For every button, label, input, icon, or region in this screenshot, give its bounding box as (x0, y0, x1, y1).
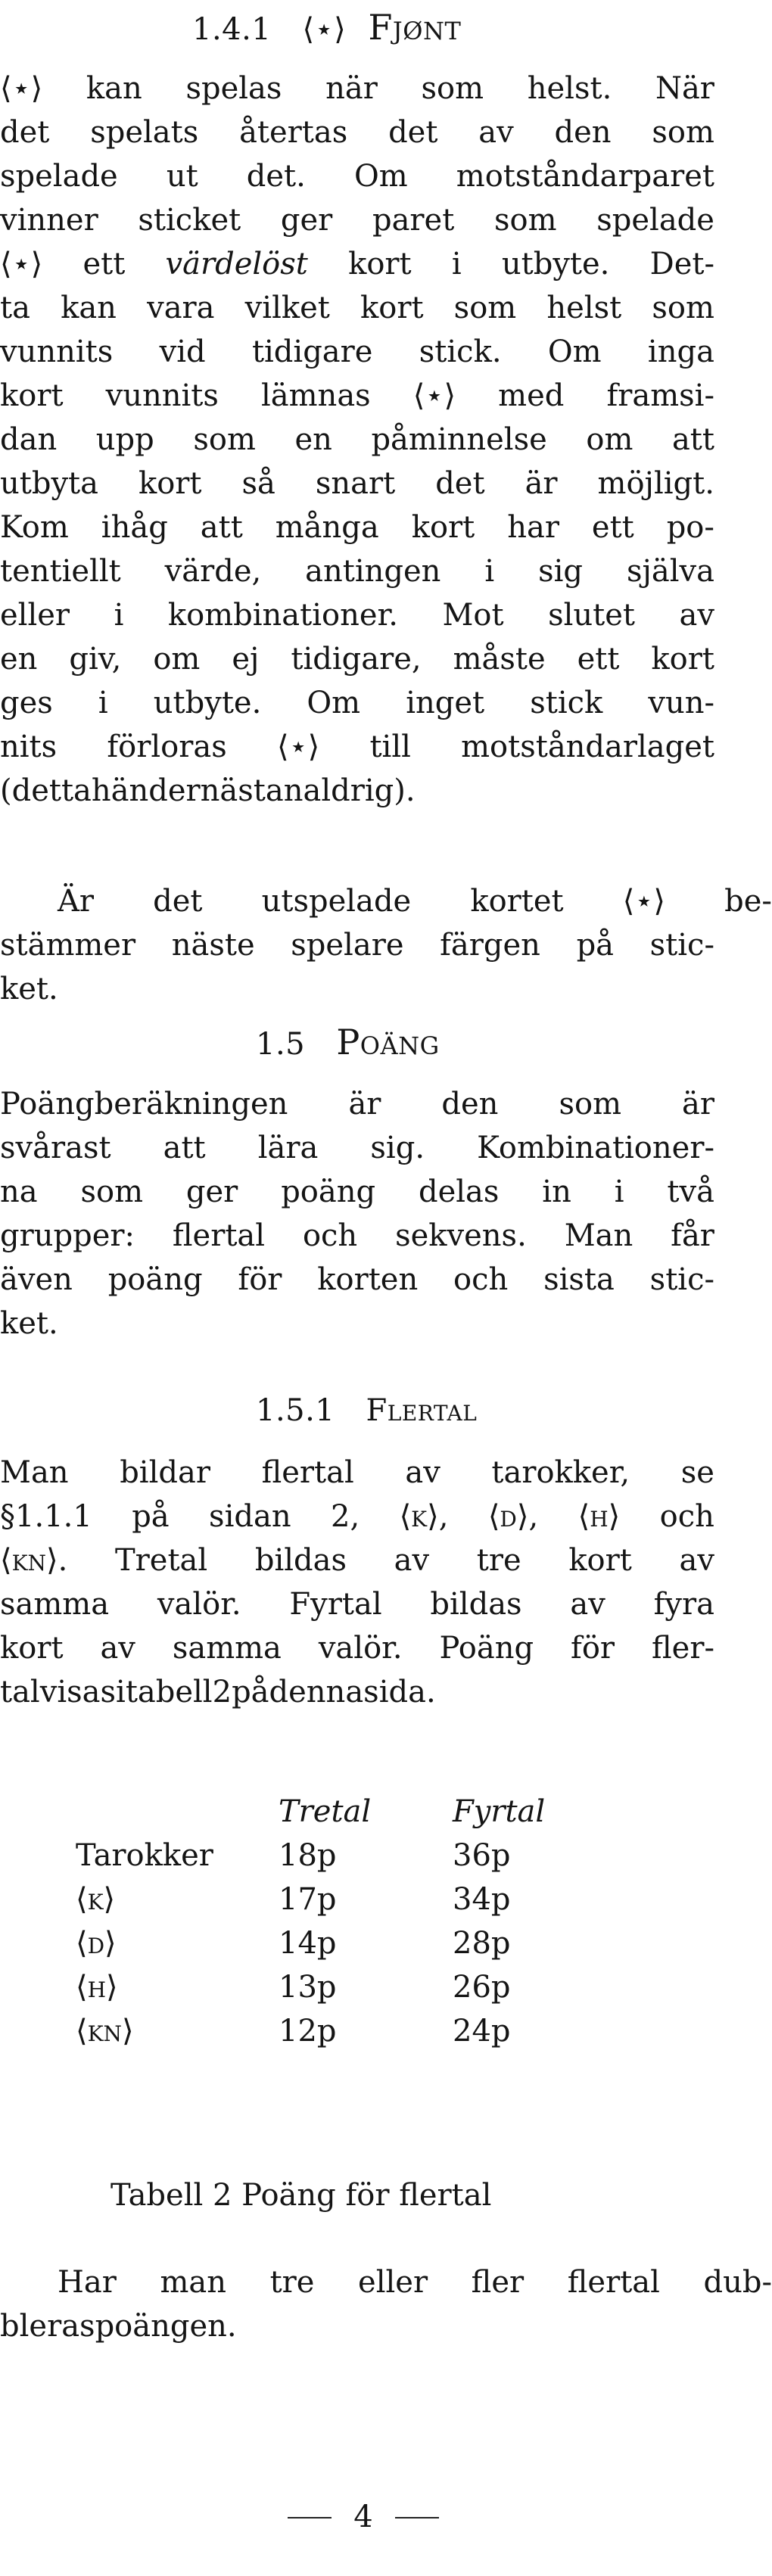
table-cell: 18p (279, 1838, 337, 1873)
text-word: när (325, 71, 378, 106)
text-line (0, 725, 714, 769)
text-word: tre (269, 2265, 315, 2300)
text-word: av (405, 1455, 440, 1490)
text-word: Om (307, 686, 361, 720)
text-line (0, 637, 714, 681)
section-number: 1.5 (256, 1027, 306, 1062)
text-word: aldrig). (303, 773, 416, 808)
table-header-cell: Fyrtal (453, 1794, 546, 1829)
text-word: giv, (69, 642, 122, 677)
text-word: själva (626, 554, 714, 589)
text-word: poäng (281, 1174, 376, 1209)
text-word: motståndarparet (456, 159, 714, 194)
table-row (76, 1834, 651, 1877)
text-word: som (493, 203, 557, 238)
text-line (0, 330, 714, 374)
text-line (0, 967, 58, 1011)
table-cell: 36p (453, 1838, 511, 1873)
table-header-cell: Tretal (279, 1794, 372, 1829)
section-number: 1.4.1 (192, 12, 272, 47)
text-word: Är (58, 884, 95, 919)
text-word: i (114, 598, 124, 633)
text-word: kort (348, 247, 412, 282)
text-word: bildas (254, 1543, 347, 1578)
text-line (0, 198, 714, 242)
text-word: tabell (125, 1675, 213, 1710)
text-word: inget (406, 686, 485, 720)
text-word: flertal (261, 1455, 354, 1490)
text-word: värde, (164, 554, 262, 589)
text-word: även (0, 1262, 73, 1297)
text-word: utbyta (0, 466, 98, 501)
text-word: kortet (470, 884, 564, 919)
text-word: och (302, 1218, 358, 1253)
text-word: se (680, 1455, 714, 1490)
text-word: av (478, 115, 514, 150)
text-line (58, 2260, 772, 2304)
text-word: stic- (649, 1262, 714, 1297)
text-word: så (241, 466, 275, 501)
page-number: 4 (353, 2500, 373, 2534)
text-word: ger (280, 203, 333, 238)
text-word: poäng (107, 1262, 203, 1297)
text-word: ⟨k⟩, (399, 1499, 449, 1534)
table-header-row (76, 1790, 651, 1833)
text-word: Det- (649, 247, 714, 282)
table-cell: 14p (279, 1926, 337, 1961)
text-word: antingen (305, 554, 441, 589)
text-word: Har (58, 2265, 117, 2300)
section-number: 1.5.1 (256, 1393, 335, 1428)
text-word: av (100, 1631, 135, 1666)
text-word: kort (0, 378, 64, 413)
text-word: på (576, 928, 615, 963)
text-word: det (435, 466, 485, 501)
text-word: kort (651, 642, 714, 677)
table-cell: 28p (453, 1926, 511, 1961)
text-line (0, 506, 714, 549)
text-word: sidan (209, 1499, 291, 1534)
text-word: delas (418, 1174, 500, 1209)
table-row (76, 1966, 651, 2008)
text-word: bildar (120, 1455, 210, 1490)
text-word: ket. (0, 972, 58, 1006)
text-word: snart (315, 466, 396, 501)
text-word: som (559, 1087, 621, 1122)
text-word: Poäng (439, 1631, 534, 1666)
text-word: flertal (567, 2265, 660, 2300)
text-word: är (525, 466, 558, 501)
text-word: sida. (363, 1675, 436, 1710)
text-word: dub- (703, 2265, 772, 2300)
text-word: Om (353, 159, 408, 194)
text-word: Man (0, 1455, 69, 1490)
text-word: av (679, 598, 714, 633)
text-word: vinner (0, 203, 98, 238)
text-line (0, 593, 714, 637)
text-word: är (348, 1087, 381, 1122)
table-cell: 26p (453, 1970, 511, 2005)
text-word: poängen. (95, 2309, 237, 2344)
table-cell: 17p (279, 1882, 337, 1917)
text-word: kombinationer. (167, 598, 398, 633)
text-word: Mot (442, 598, 504, 633)
text-word: inga (647, 334, 714, 369)
text-word: Tretal (115, 1543, 208, 1578)
text-line (0, 154, 714, 198)
section-heading-flertal (256, 1389, 477, 1432)
text-word: vunnits (105, 378, 219, 413)
text-line (58, 879, 772, 923)
table-row (76, 2010, 651, 2052)
text-word: att (163, 1131, 206, 1165)
text-word: som (421, 71, 484, 106)
section-heading-poang (256, 1021, 440, 1066)
text-word: spelade (596, 203, 714, 238)
text-word: av (570, 1587, 605, 1622)
text-word: ger (185, 1174, 238, 1209)
text-word: stick (530, 686, 603, 720)
table-row (76, 1878, 651, 1921)
text-word: (detta (0, 773, 92, 808)
text-word: vunnits (0, 334, 114, 369)
section-title: Fjønt (368, 7, 462, 48)
text-word: motståndarlaget (461, 730, 714, 764)
table-cell: ⟨d⟩ (76, 1926, 117, 1961)
section-title: Poäng (336, 1022, 440, 1062)
text-word: att (671, 422, 714, 457)
text-word: visas (39, 1675, 117, 1710)
text-word: en (0, 642, 38, 677)
text-word: flertal (172, 1218, 266, 1253)
text-word: framsi- (606, 378, 714, 413)
text-word: som (80, 1174, 144, 1209)
text-word: 2 (212, 1675, 232, 1710)
text-word: vid (159, 334, 206, 369)
text-line (0, 923, 714, 967)
text-word: för (238, 1262, 282, 1297)
text-word: som (652, 115, 714, 150)
text-word: korten (317, 1262, 419, 1297)
text-word: tidigare, (291, 642, 422, 677)
text-word: eller (0, 598, 70, 633)
text-word: sig (538, 554, 584, 589)
text-word: nästan (200, 773, 304, 808)
flertal-points-table (76, 1790, 651, 2063)
text-word: ⟨⋆⟩ (0, 247, 43, 282)
text-word: till (369, 730, 411, 764)
text-word: ges (0, 686, 53, 720)
section-heading-fjont (192, 6, 461, 51)
text-word: ut (166, 159, 198, 194)
text-line (0, 1214, 714, 1258)
section-title: Flertal (366, 1393, 478, 1428)
text-word: lämnas (260, 378, 371, 413)
text-word: ⟨⋆⟩ (412, 378, 456, 413)
text-word: kort (0, 1631, 64, 1666)
text-word: Kom (0, 510, 69, 545)
text-word: §1.1.1 (0, 1499, 92, 1534)
text-word: helst (546, 291, 622, 325)
text-word: om (586, 422, 633, 457)
text-word: som (652, 291, 714, 325)
text-word: och (453, 1262, 509, 1297)
text-word: fyra (653, 1587, 714, 1622)
text-word: tidigare (251, 334, 373, 369)
text-word: fler- (651, 1631, 714, 1666)
text-line (0, 1495, 714, 1538)
text-word: många (275, 510, 379, 545)
text-word: samma (172, 1631, 282, 1666)
text-word: po- (666, 510, 714, 545)
text-word: eller (358, 2265, 428, 2300)
table-caption: Tabell 2 Poäng för flertal (111, 2178, 492, 2213)
text-line (0, 1082, 714, 1126)
text-line (0, 374, 714, 418)
text-word: kort (360, 291, 424, 325)
section-marker: ⟨⋆⟩ (302, 12, 347, 47)
text-word: Om (547, 334, 602, 369)
text-word: man (160, 2265, 226, 2300)
text-word: ej (232, 642, 260, 677)
text-word: Poängberäkningen (0, 1087, 288, 1122)
text-word: 2, (331, 1499, 360, 1534)
text-word: kort (568, 1543, 632, 1578)
text-word: tarokker, (491, 1455, 630, 1490)
text-word: ⟨⋆⟩ (622, 884, 666, 919)
text-word: får (671, 1218, 714, 1253)
text-word: av (394, 1543, 430, 1578)
footer-rule-right (395, 2517, 439, 2518)
text-word: dan (0, 422, 58, 457)
text-word: När (655, 71, 714, 106)
text-word: i (451, 247, 462, 282)
text-word: har (507, 510, 559, 545)
table-cell: Tarokker (76, 1838, 213, 1873)
text-word: bleras (0, 2309, 95, 2344)
text-word: stic- (649, 928, 714, 963)
text-word: tal (0, 1675, 40, 1710)
text-word: vara (147, 291, 215, 325)
text-line (0, 549, 714, 593)
text-word: återtas (239, 115, 348, 150)
text-word: av (679, 1543, 714, 1578)
text-word: paret (372, 203, 455, 238)
text-word: på (232, 1675, 269, 1710)
text-word: att (200, 510, 243, 545)
text-word: ket. (0, 1306, 58, 1341)
text-line (0, 1126, 714, 1170)
text-word: tre (476, 1543, 521, 1578)
text-word: slutet (548, 598, 635, 633)
text-line (0, 1170, 714, 1214)
text-word: upp (95, 422, 154, 457)
text-line (0, 1626, 714, 1670)
text-word: stämmer (0, 928, 136, 963)
text-word: näste (171, 928, 255, 963)
table-cell: 13p (279, 1970, 337, 2005)
text-word: ⟨d⟩, (487, 1499, 539, 1534)
text-word: kort (411, 510, 475, 545)
text-word: spelare (291, 928, 404, 963)
text-line (0, 462, 714, 506)
text-line (0, 418, 714, 462)
text-word: na (0, 1174, 38, 1209)
text-word: ett (82, 247, 126, 282)
text-word: är (682, 1087, 714, 1122)
text-word: be- (724, 884, 772, 919)
text-word: på (132, 1499, 170, 1534)
text-word: vun- (648, 686, 714, 720)
text-word: vilket (244, 291, 330, 325)
text-line (0, 769, 416, 813)
text-word: två (667, 1174, 714, 1209)
table-cell: 12p (279, 2014, 337, 2049)
text-word: utbyte. (501, 247, 610, 282)
table-cell: 34p (453, 1882, 511, 1917)
text-word: denna (269, 1675, 364, 1710)
text-line (0, 1670, 436, 1714)
text-word: spelade (0, 159, 118, 194)
text-word: det (0, 115, 50, 150)
text-word: ⟨⋆⟩ (0, 71, 43, 106)
text-line (0, 67, 714, 110)
text-word: i (98, 686, 108, 720)
text-word: ⟨h⟩ (577, 1499, 621, 1534)
text-word: i (614, 1174, 624, 1209)
text-word: om (153, 642, 201, 677)
text-word: utspelade (261, 884, 412, 919)
text-line (0, 1258, 714, 1302)
text-word: lära (257, 1131, 319, 1165)
text-word: Man (564, 1218, 633, 1253)
table-cell: ⟨kn⟩ (76, 2014, 134, 2049)
text-word: stick. (419, 334, 502, 369)
text-word: förloras (107, 730, 227, 764)
table-cell: ⟨k⟩ (76, 1882, 116, 1917)
text-line (0, 1451, 714, 1495)
text-word: den (554, 115, 612, 150)
text-line (0, 110, 714, 154)
text-word: värdelöst (165, 247, 308, 282)
text-word: ett (577, 642, 620, 677)
text-word: det (153, 884, 203, 919)
text-word: Kombinationer- (477, 1131, 714, 1165)
text-word: valör. (318, 1631, 403, 1666)
text-word: måste (453, 642, 546, 677)
text-word: nits (0, 730, 58, 764)
text-word: samma (0, 1587, 110, 1622)
text-word: sig. (370, 1131, 425, 1165)
text-word: ett (591, 510, 634, 545)
text-word: kan (61, 291, 117, 325)
text-word: valör. (157, 1587, 241, 1622)
text-word: kort (138, 466, 202, 501)
text-word: färgen (440, 928, 540, 963)
text-word: möjligt. (597, 466, 714, 501)
text-line (0, 2304, 237, 2348)
text-word: utbyte. (153, 686, 262, 720)
text-word: den (441, 1087, 499, 1122)
table-row (76, 1922, 651, 1965)
text-word: svårast (0, 1131, 111, 1165)
text-word: ta (0, 291, 30, 325)
text-word: med (498, 378, 565, 413)
text-word: sekvens. (395, 1218, 527, 1253)
text-word: och (659, 1499, 714, 1534)
text-word: ihåg (101, 510, 168, 545)
text-word: bildas (430, 1587, 522, 1622)
text-word: som (453, 291, 517, 325)
text-word: spelats (90, 115, 199, 150)
text-word: ⟨kn⟩. (0, 1543, 68, 1578)
text-word: det (388, 115, 438, 150)
text-word: för (571, 1631, 615, 1666)
text-word: grupper: (0, 1218, 135, 1253)
text-line (0, 1538, 714, 1582)
text-line (0, 242, 714, 286)
text-word: i (116, 1675, 126, 1710)
text-word: i (484, 554, 495, 589)
table-cell: 24p (453, 2014, 511, 2049)
text-word: helst. (527, 71, 612, 106)
text-word: sista (543, 1262, 615, 1297)
text-word: som (193, 422, 256, 457)
text-word: tentiellt (0, 554, 121, 589)
text-line (0, 681, 714, 725)
text-word: kan (86, 71, 142, 106)
text-word: in (542, 1174, 571, 1209)
text-line (0, 1582, 714, 1626)
text-word: händer (91, 773, 201, 808)
text-word: det. (246, 159, 306, 194)
text-word: påminnelse (371, 422, 547, 457)
text-word: fler (471, 2265, 525, 2300)
text-word: sticket (138, 203, 241, 238)
text-line (0, 1302, 58, 1346)
text-word: en (294, 422, 332, 457)
text-line (0, 286, 714, 330)
text-word: spelas (185, 71, 282, 106)
text-word: ⟨⋆⟩ (276, 730, 320, 764)
text-word: Fyrtal (289, 1587, 382, 1622)
table-cell: ⟨h⟩ (76, 1970, 118, 2005)
